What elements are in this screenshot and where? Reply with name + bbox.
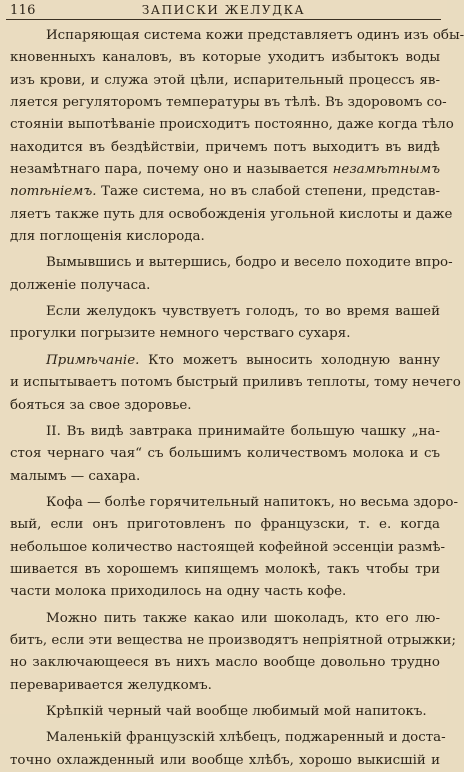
line-text: ляетъ также путь для освобожденія угольной кислоты и даже (10, 206, 453, 222)
line-text: шивается въ хорошемъ кипящемъ молокѣ, такъ чтобы три (10, 561, 440, 577)
line-text: стоя чернаго чая“ съ большимъ количествомъ молока и съ (10, 446, 440, 462)
running-head: ЗАПИСКИ ЖЕЛУДКА (141, 3, 306, 17)
text-line (10, 581, 440, 603)
text-line (10, 47, 440, 69)
line-text: Можно пить также какао или шоколадъ, кто его лю- (46, 610, 440, 626)
line-text: Кофа — болѣе горячительный напитокъ, но весьма здоро- (46, 494, 458, 510)
text-line (10, 159, 440, 181)
line-text: находится въ бездѣйствіи, причемъ потъ выходитъ въ видѣ (10, 139, 440, 155)
text-line (10, 226, 440, 248)
text-line (10, 750, 440, 772)
line-text: и испытываетъ потомъ быстрый приливъ теплоты, тому нечего (10, 375, 461, 391)
text-line (10, 114, 454, 136)
italic-term: незамѣтнымъ (332, 162, 440, 178)
line-text: части молока приходилось на одну часть кофе. (10, 584, 347, 600)
line-text: прогулки погрызите немного черстваго сухаря. (10, 326, 351, 342)
text-line (10, 559, 440, 581)
text-line (10, 323, 440, 345)
text-line (10, 608, 440, 630)
line-text: Кто можетъ выносить холодную ванну (148, 352, 441, 368)
line-text: Маленькій французскій хлѣбецъ, поджаренный и доста- (46, 730, 446, 746)
text-line (10, 70, 440, 92)
line-text: переваривается желудкомъ. (10, 677, 212, 693)
line-text: битъ, если эти вещества не производятъ непріятной отрыжки; (10, 632, 456, 648)
text-line (10, 275, 440, 297)
text-line (10, 181, 440, 203)
line-text: Крѣпкій черный чай вообще любимый мой напитокъ. (46, 703, 427, 719)
text-line (10, 630, 456, 652)
text-line (10, 701, 440, 723)
line-text: малымъ — сахара. (10, 468, 141, 484)
line-text: стояніи выпотѣваніе происходитъ постоянно, даже когда тѣло (10, 117, 454, 133)
text-line (10, 350, 440, 372)
line-text: точно охлажденный или вообще хлѣбъ, хорошо выкисшій и (10, 752, 440, 768)
text-line (10, 92, 447, 114)
line-text: вый, если онъ приготовленъ по французски, т. е. когда (10, 517, 440, 533)
line-text: небольшое количество настоящей кофейной эссенціи размѣ- (10, 539, 445, 555)
line-text: бояться за свое здоровье. (10, 397, 192, 413)
italic-term: потѣніемъ. (10, 184, 97, 200)
line-text: Если желудокъ чувствуетъ голодъ, то во время вашей (46, 304, 440, 320)
text-line (10, 652, 440, 674)
line-text: незамѣтнаго пара, почему оно и называется (10, 162, 329, 178)
line-text: Испаряющая система кожи представляетъ одинъ изъ обы- (46, 28, 464, 43)
text-line (10, 443, 440, 465)
line-text: но заключающееся въ нихъ масло вообще довольно трудно (10, 655, 440, 671)
line-text: кновенныхъ каналовъ, въ которые уходитъ избытокъ воды (10, 50, 440, 66)
italic-term: Примѣчаніе. (46, 352, 140, 368)
line-text: для поглощенія кислорода. (10, 229, 205, 245)
line-text: Вымывшись и вытершись, бодро и весело походите впро- (46, 255, 453, 271)
text-line (10, 466, 440, 488)
text-line (10, 675, 440, 697)
text-line (10, 395, 440, 417)
line-text: долженіе получаса. (10, 277, 151, 293)
text-line (10, 537, 445, 559)
page-header (6, 3, 441, 20)
text-line (10, 421, 440, 443)
text-line (10, 514, 440, 536)
text-line (10, 301, 440, 323)
line-text: II. Въ видѣ завтрака принимайте большую чашку „на- (46, 423, 440, 439)
page-number: 116 (10, 3, 36, 18)
line-text: Таже система, но въ слабой степени, представ- (101, 184, 440, 200)
text-line (10, 492, 458, 514)
line-text: изъ крови, и служа этой цѣли, испарительный процессъ яв- (10, 72, 440, 88)
text-line (10, 204, 453, 226)
text-line (10, 25, 464, 47)
body-text (10, 25, 464, 772)
text-line (10, 252, 453, 274)
text-line (10, 727, 446, 749)
line-text: ляется регуляторомъ температуры въ тѣлѣ. Въ здоровомъ со- (10, 95, 447, 111)
text-line (10, 137, 440, 159)
text-line (10, 372, 461, 394)
